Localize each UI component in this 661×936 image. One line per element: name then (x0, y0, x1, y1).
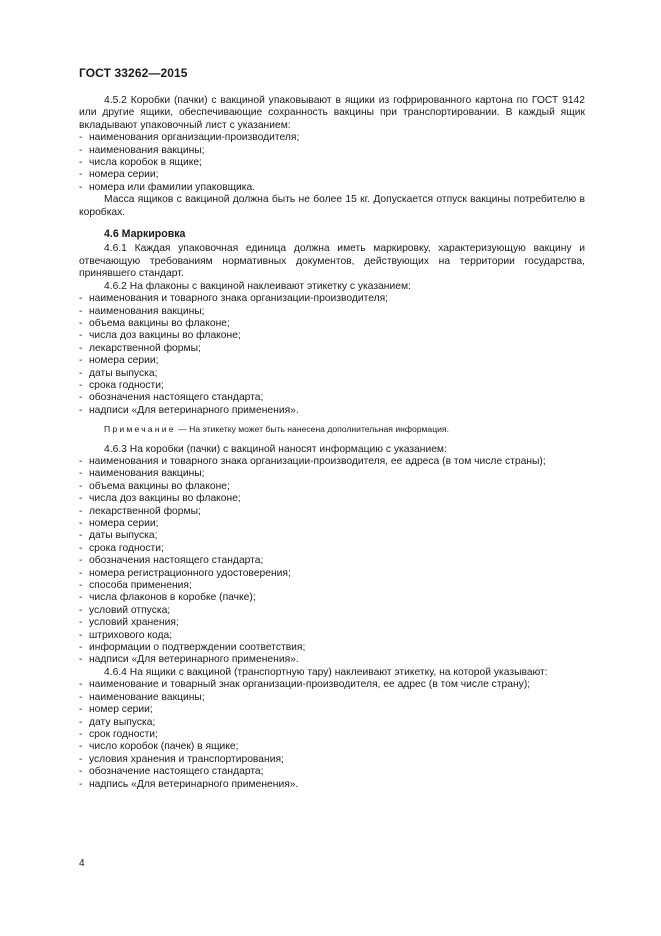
list-4-6-3 (79, 456, 585, 667)
paragraph-mass: Масса ящиков с вакциной должна быть не более 15 кг. Допускается отпуск вакцины потребителю в коробках. (79, 194, 585, 218)
document-body (79, 95, 585, 791)
list-item: - срока годности; (79, 542, 164, 554)
list-item: - наименование и товарный знак организации-производителя, ее адрес (в том числе страну); (79, 679, 531, 691)
page-number: 4 (79, 858, 85, 869)
list-item: - срок годности; (79, 728, 158, 740)
list-4-6-4 (79, 679, 585, 791)
paragraph-4-6-4: 4.6.4 На ящики с вакциной (транспортную тару) наклеивают этикетку, на которой указывают: (104, 666, 548, 678)
paragraph-4-5-2: 4.5.2 Коробки (пачки) с вакциной упаковывают в ящики из гофрированного картона по ГОСТ 9142 или другие ящики, обеспечивающие сохранность вакцины при транспортировании. В каждый ящик вкладывают упаковочный лист с указанием: (79, 95, 585, 131)
list-4-5-2 (79, 132, 585, 194)
note-label: Примечание (104, 424, 176, 435)
list-4-6-2 (79, 293, 585, 417)
list-item: - наименования и товарного знака организации-производителя; (79, 293, 389, 305)
list-item: - условия хранения и транспортирования; (79, 753, 284, 765)
list-item: - номер серии; (79, 704, 153, 716)
list-item: - числа флаконов в коробке (пачке); (79, 592, 256, 604)
list-item: - наименование вакцины; (79, 691, 205, 703)
list-item: - объема вакцины во флаконе; (79, 480, 230, 492)
list-item: - условий хранения; (79, 617, 179, 629)
list-item: - числа коробок в ящике; (79, 157, 202, 169)
section-heading-4-6: 4.6 Маркировка (104, 228, 186, 241)
list-item: - номера серии; (79, 518, 159, 529)
list-item: - наименования организации-производителя; (79, 132, 300, 144)
list-item: - номера или фамилии упаковщика. (79, 181, 256, 193)
list-item: - лекарственной формы; (79, 342, 201, 354)
list-item: - число коробок (пачек) в ящике; (79, 741, 239, 753)
paragraph-4-6-2: 4.6.2 На флаконы с вакциной наклеивают этикетку с указанием: (104, 280, 411, 292)
list-item: - обозначение настоящего стандарта; (79, 766, 264, 778)
list-item: - наименования вакцины; (79, 144, 205, 156)
list-item: - условий отпуска; (79, 604, 171, 616)
list-item: - даты выпуска; (79, 530, 158, 542)
list-item: - объема вакцины во флаконе; (79, 317, 230, 329)
note (79, 423, 585, 435)
list-item: - номера серии; (79, 355, 159, 367)
list-item: - способа применения; (79, 580, 192, 592)
paragraph-4-6-1: 4.6.1 Каждая упаковочная единица должна иметь маркировку, характеризующую вакцину и отвечающую требованиям нормативных документов, действующих на территории государства, принявшего стандарт. (79, 243, 585, 280)
list-item: - наименования вакцины; (79, 305, 205, 317)
list-item: - обозначения настоящего стандарта; (79, 555, 264, 567)
list-item: - номера регистрационного удостоверения; (79, 567, 291, 579)
list-item: - наименования вакцины; (79, 468, 205, 480)
document-header: ГОСТ 33262—2015 (79, 66, 188, 80)
list-item: - информации о подтверждении соответствия; (79, 642, 306, 654)
list-item: - надпись «Для ветеринарного применения». (79, 778, 299, 790)
list-item: - даты выпуска; (79, 367, 158, 379)
list-item: - надписи «Для ветеринарного применения». (79, 654, 299, 666)
list-item: - номера серии; (79, 169, 159, 181)
list-item: - лекарственной формы; (79, 505, 201, 517)
list-item: - срока годности; (79, 379, 164, 391)
list-item: - обозначения настоящего стандарта; (79, 392, 264, 404)
note-text: — На этикетку может быть нанесена дополнительная информация. (178, 424, 449, 435)
list-item: - числа доз вакцины во флаконе; (79, 330, 241, 342)
list-item: - числа доз вакцины во флаконе; (79, 493, 241, 505)
list-item: - штрихового кода; (79, 629, 173, 641)
list-item: - дату выпуска; (79, 716, 156, 728)
list-item: - наименования и товарного знака организации-производителя, ее адреса (в том числе страны); (79, 455, 546, 467)
list-item: - надписи «Для ветеринарного применения». (79, 404, 299, 416)
paragraph-4-6-3: 4.6.3 На коробки (пачки) с вакциной наносят информацию с указанием: (104, 443, 447, 455)
